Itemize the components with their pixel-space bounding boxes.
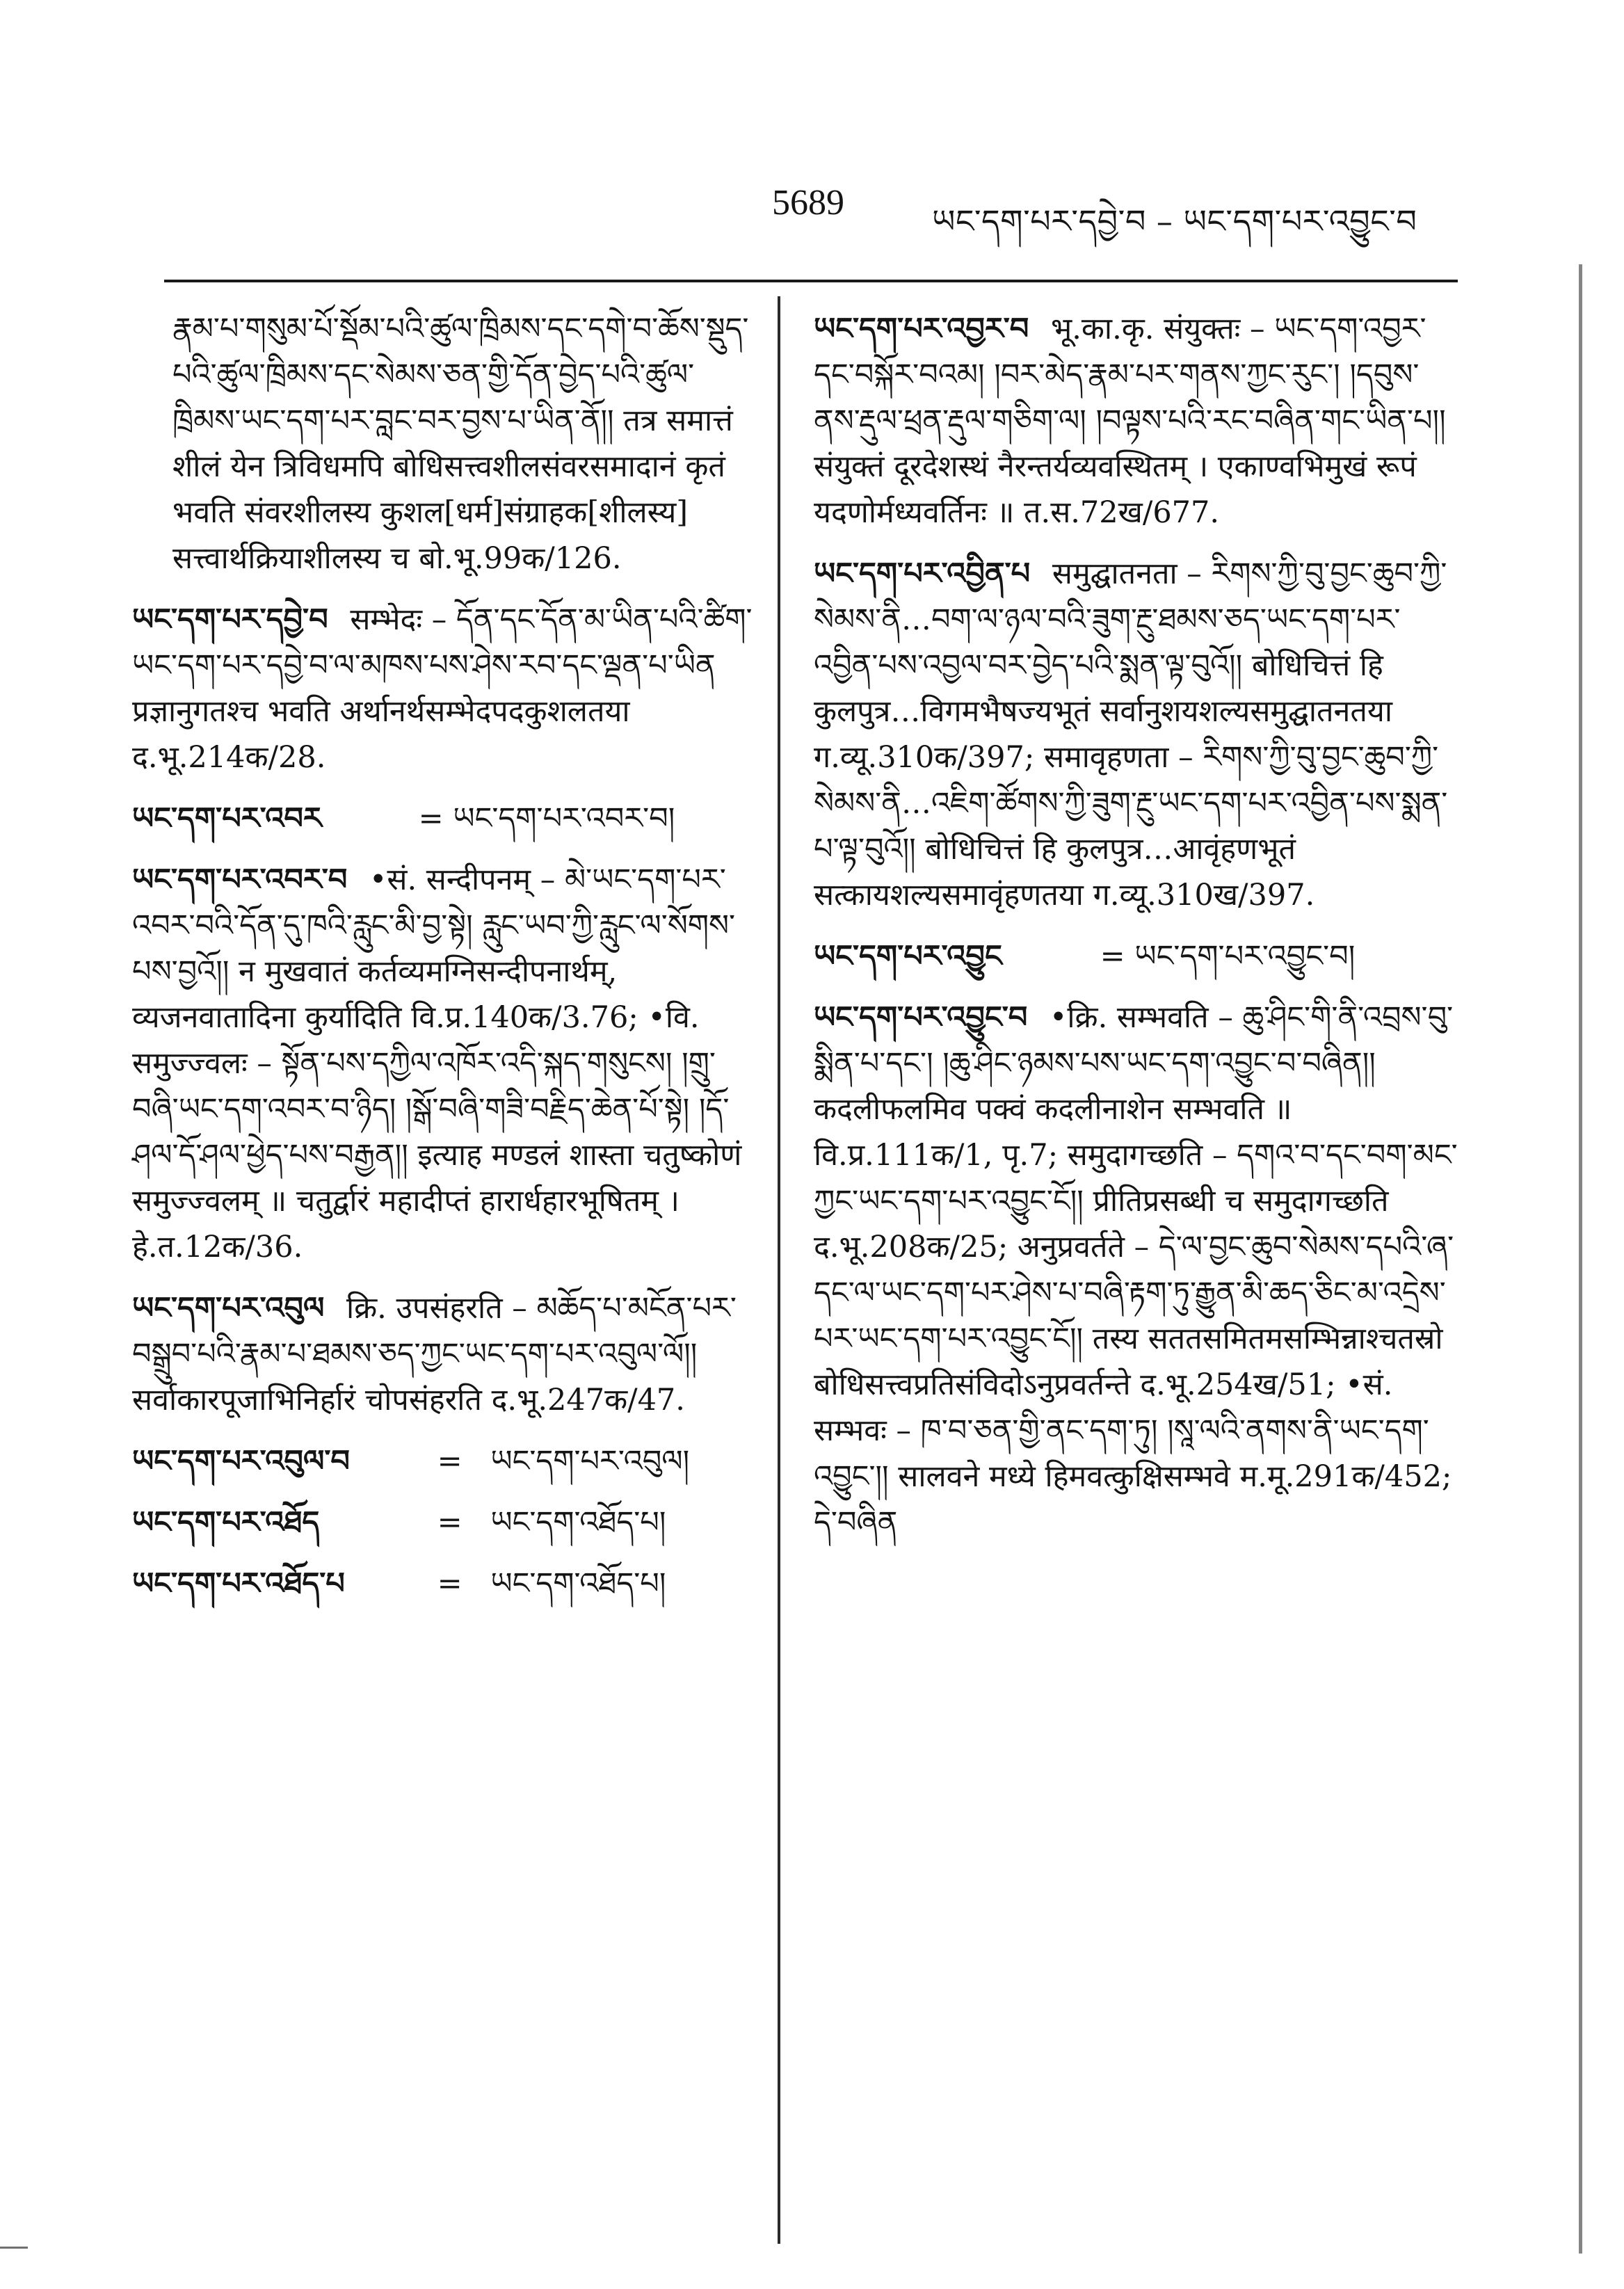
entry-text: •सं. सन्दीपनम् – མེ་ཡང་དག་པར་འབར་བའི་དོན་དུ་ཁའི་རླུང་མི་བྱ་སྟེ། རླུང་ཡབ་ཀྱི་རླུང་ལ་སོགས་པས་བྱའོ།། न मुखवातं कर्तव्यमग्निसन्दीपनार्थम्, व्यजनवातादिना कुर्यादिति वि.प्र.140क/3.76; •वि. समुज्ज्वलः – སྟོན་པས་དཀྱིལ་འཁོར་འདི་སྐད་གསུངས། །གྲུ་བཞི་ཡང་དག་འབར་བ་ཉིད། །སྒོ་བཞི་གཟི་བརྗིད་ཆེན་པོ་སྟེ། །དོ་ཤལ་དོ་ཤལ་ཕྱེད་པས་བརྒྱན།། इत्याह मण्डलं शास्ता चतुष्कोणं समुज्ज्वलम् ॥ चतुर्द्वारं महादीप्तं हारार्धहारभूषितम् । हे.त.12क/36. xyxy=(132,862,742,1264)
dictionary-entry xyxy=(132,857,758,1270)
dictionary-entry xyxy=(132,597,758,780)
entry-text: क्रि. उपसंहरति – མཆོད་པ་མངོན་པར་བསྒྲུབ་པའི་རྣམ་པ་ཐམས་ཅད་ཀྱང་ཡང་དག་པར་འབུལ་ལོ།། सर्वाकारपूजाभिनिर्हारं चोपसंहरति द.भू.247क/47. xyxy=(132,1291,737,1417)
entry-headword: ཡང་དག་པར་འབུལ xyxy=(132,1291,325,1326)
dictionary-entry xyxy=(814,995,1461,1545)
running-head: ཡང་དག་པར་དབྱེ་བ – ཡང་དག་པར་འབྱུང་བ xyxy=(932,202,1417,240)
dictionary-entry xyxy=(132,796,758,842)
scan-edge-mark xyxy=(0,2247,28,2249)
entry-text: = ཡང་དག་པར་འབྱུང་བ། xyxy=(1100,939,1356,974)
xref-equals: = xyxy=(437,1566,463,1601)
xref-headword: ཡང་དག་པར་འཐོད xyxy=(132,1505,320,1540)
entry-headword: ཡང་དག་པར་འབྱུང་བ xyxy=(814,1000,1028,1035)
column-divider xyxy=(778,296,780,2244)
entry-text: རྣམ་པ་གསུམ་པོ་སྡོམ་པའི་ཚུལ་ཁྲིམས་དང་དགེ་བ་ཆོས་སྡུད་པའི་ཚུལ་ཁྲིམས་དང་སེམས་ཅན་གྱི་དོན་བྱེད་པའི་ཚུལ་ཁྲིམས་ཡང་དག་པར་བླང་བར་བྱས་པ་ཡིན་ནོ།། तत्र समात्तं शीलं येन त्रिविधमपि बोधिसत्त्वशीलसंवरसमादानं कृतं भवति संवरशीलस्य कुशल[धर्म]संग्राहक[शीलस्य] सत्त्वार्थक्रियाशीलस्य च बो.भू.99क/126. xyxy=(172,312,749,576)
dictionary-entry xyxy=(814,933,1461,979)
right-column xyxy=(814,306,1461,1561)
dictionary-entry xyxy=(132,1285,758,1423)
entry-headword: ཡང་དག་པར་འབར xyxy=(132,801,322,836)
dictionary-entry xyxy=(814,551,1461,918)
cross-reference xyxy=(132,1561,758,1607)
xref-headword: ཡང་དག་པར་འབུལ་བ xyxy=(132,1444,350,1479)
header-rule xyxy=(164,280,1458,282)
entry-text: = ཡང་དག་པར་འབར་བ། xyxy=(418,801,675,836)
page-number: 5689 xyxy=(772,183,844,223)
xref-headword: ཡང་དག་པར་འཐོད་པ xyxy=(132,1566,345,1601)
scan-edge-mark xyxy=(1579,264,1582,2254)
cross-reference xyxy=(132,1500,758,1545)
left-column xyxy=(132,306,758,1622)
dictionary-entry xyxy=(814,306,1461,536)
entry-headword: ཡང་དག་པར་འབྱིན་པ xyxy=(814,556,1031,591)
entry-text: भू.का.कृ. संयुक्तः – ཡང་དག་འབྱར་དང་བསྐོར་བའམ། །བར་མེད་རྣམ་པར་གནས་ཀྱང་རུང་། །དབུས་ནས་རྡུལ་ཕྲན་རྡུལ་གཅིག་ལ། །བལྟས་པའི་རང་བཞིན་གང་ཡིན་པ།། संयुक्तं दूरदेशस्थं नैरन्तर्यव्यवस्थितम् । एकाण्वभिमुखं रूपं यदणोर्मध्यवर्तिनः ॥ त.स.72ख/677. xyxy=(814,312,1446,530)
xref-equals: = xyxy=(437,1505,463,1540)
entry-text: •क्रि. सम्भवति – ཆུ་ཤིང་གི་ནི་འབྲས་བུ་སྨིན་པ་དང་། །ཆུ་ཤིང་ཉམས་པས་ཡང་དག་འབྱུང་བ་བཞིན།། कदलीफलमिव पक्वं कदलीनाशेन सम्भवति ॥ वि.प्र.111क/1, पृ.7; समुदागच्छति – དགའ་བ་དང་བག་མང་ཀྱང་ཡང་དག་པར་འབྱུང་ངོ།། प्रीतिप्रसब्धी च समुदागच्छति द.भू.208क/25; अनुप्रवर्तते – དེ་ལ་བྱང་ཆུབ་སེམས་དཔའི་ཞ་དང་ལ་ཡང་དག་པར་ཤེས་པ་བཞི་རྟག་ཏུ་རྒྱུན་མི་ཆད་ཅིང་མ་འདྲེས་པར་ཡང་དག་པར་འབྱུང་ངོ།། तस्य सततसमितमसम्भिन्नाश्चतस्रो बोधिसत्त्वप्रतिसंविदोऽनुप्रवर्तन्ते द.भू.254ख/51; •सं. सम्भवः – ཁ་བ་ཅན་གྱི་ནང་དག་ཏུ། །སཱ་ལའི་ནགས་ནི་ཡང་དག་འབྱུང་།། सालवने मध्ये हिमवत्कुक्षिसम्भवे म.मू.291क/452; དེ་བཞིན xyxy=(814,1000,1458,1540)
entry-text: सम्भेदः – དོན་དང་དོན་མ་ཡིན་པའི་ཚིག་ཡང་དག་པར་དབྱེ་བ་ལ་མཁས་པས་ཤེས་རབ་དང་ལྡན་པ་ཡིན प्रज्ञानुगतश्च भवति अर्थानर्थसम्भेदपदकुशलतया द.भू.214क/28. xyxy=(132,602,753,775)
entry-headword: ཡང་དག་པར་འབར་བ xyxy=(132,862,348,897)
xref-target: ཡང་དག་འཐོད་པ། xyxy=(490,1566,666,1601)
xref-target: ཡང་དག་པར་འབུལ། xyxy=(490,1444,690,1479)
entry-headword: ཡང་དག་པར་འབྱར་བ xyxy=(814,312,1029,346)
xref-equals: = xyxy=(437,1444,463,1479)
entry-headword: ཡང་དག་པར་འབྱུང xyxy=(814,939,1002,974)
dictionary-entry xyxy=(132,306,758,581)
cross-reference xyxy=(132,1438,758,1484)
entry-text: समुद्घातनता – རིགས་ཀྱི་བུ་བྱང་ཆུབ་ཀྱི་སེམས་ནི…བག་ལ་ཉལ་བའི་ཟུག་རྔུ་ཐམས་ཅད་ཡང་དག་པར་འབྱིན་པས་འབྱལ་བར་བྱེད་པའི་སྨན་ལྟ་བུའོ།། बोधिचित्तं हि कुलपुत्र…विगमभैषज्यभूतं सर्वानुशयशल्यसमुद्घातनतया ग.व्यू.310क/397; समावृहणता – རིགས་ཀྱི་བུ་བྱང་ཆུབ་ཀྱི་སེམས་ནི…འཇིག་ཚོགས་ཀྱི་ཟུག་རྔུ་ཡང་དག་པར་འབྱིན་པས་སྨན་པ་ལྟ་བུའོ།། बोधिचित्तं हि कुलपुत्र…आवृंहणभूतं सत्कायशल्यसमावृंहणतया ग.व्यू.310ख/397. xyxy=(814,556,1448,913)
entry-headword: ཡང་དག་པར་དབྱེ་བ xyxy=(132,602,328,637)
xref-target: ཡང་དག་འཐོད་པ། xyxy=(490,1505,666,1540)
